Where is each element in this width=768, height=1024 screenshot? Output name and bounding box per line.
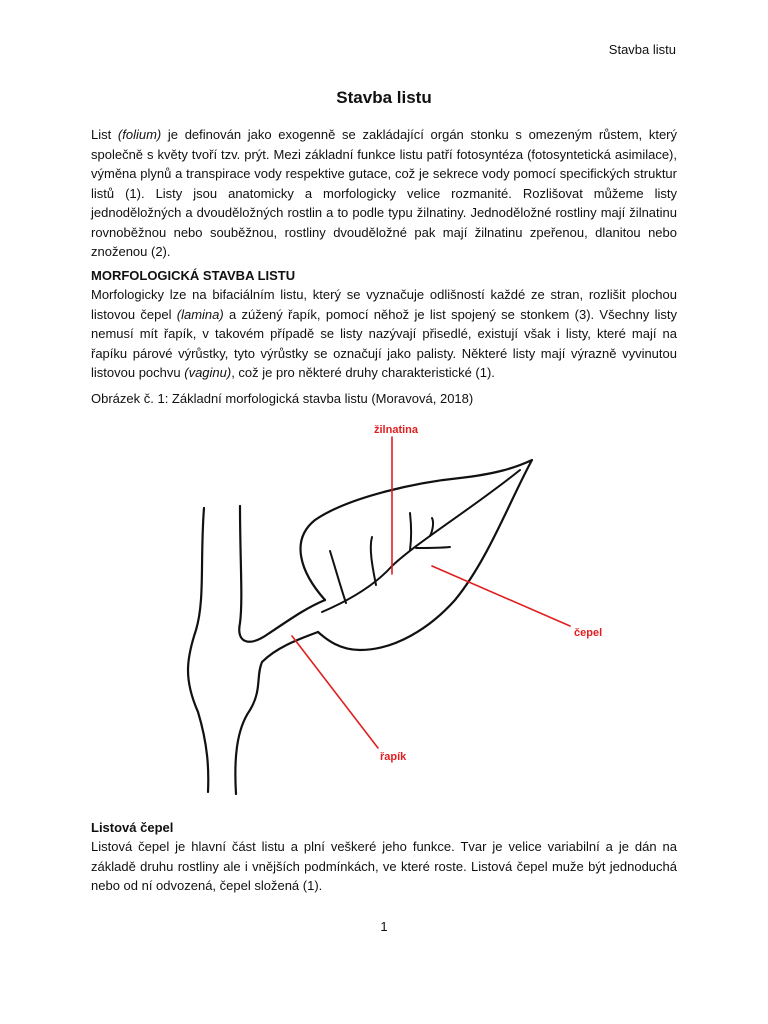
morphology-paragraph [91, 285, 677, 383]
label-rapik: řapík [380, 751, 407, 763]
intro-paragraph [91, 125, 677, 262]
stem-right-upper-outline [239, 506, 325, 642]
stem-right-lower-outline [235, 632, 318, 794]
intro-text-1: List [91, 127, 118, 142]
morph-text-1: Morfologicky lze na bifaciálním listu, který se vyznačuje odlišností každé ze stran, rozlišit plochou listovou čepel [91, 287, 677, 322]
intro-term-folium: (folium) [117, 127, 162, 142]
morph-term-vagina: (vaginu) [184, 365, 232, 380]
running-header: Stavba listu [608, 42, 676, 57]
label-cepel: čepel [574, 627, 603, 639]
morph-text-2: a zúžený řapík, pomocí něhož je list spojený se stonkem (3). Všechny listy nemusí mít řapík, v takovém případě se listy nazývají přisedlé, existují však i listy, které mají na řapíku párové výrůstky, tyto výrůstky se označují jako palisty. Některé listy mají výrazně vyvinutou listovou pochvu [91, 306, 677, 380]
section-heading-listova-cepel: Listová čepel [91, 820, 174, 835]
annotation-line-cepel [432, 566, 570, 626]
page-title: Stavba listu [336, 88, 432, 107]
morph-term-lamina: (lamina) [176, 306, 224, 322]
leaf-vein-3 [410, 513, 411, 550]
label-zilnatina: žilnatina [374, 424, 419, 436]
annotation-line-rapik [292, 636, 378, 748]
leaf-vein-1 [371, 537, 376, 585]
figure-caption: Obrázek č. 1: Základní morfologická stavba listu (Moravová, 2018) [91, 391, 474, 406]
stem-left-outline [188, 508, 208, 792]
leaf-vein-5 [416, 547, 450, 548]
listova-cepel-paragraph: Listová čepel je hlavní část listu a plní veškeré jeho funkce. Tvar je velice variabilní a je dán na základě druhu rostliny ale i vnějších podmínkách, ve které roste. Listová čepel muže být jednoduchá nebo od ní odvozená, čepel složená (1). [91, 839, 677, 893]
page-number: 1 [380, 919, 388, 934]
section-heading-morphology: MORFOLOGICKÁ STAVBA LISTU [91, 268, 296, 283]
morph-text-3: , což je pro některé druhy charakteristické (1). [231, 365, 495, 380]
leaf-vein-2 [330, 551, 346, 603]
leaf-diagram [160, 412, 630, 802]
intro-text-2: je definován jako exogenně se zakládající orgán stonku s omezeným růstem, který společně s květy tvoří tzv. prýt. Mezi základní funkce listu patří fotosyntéza (fotosyntetická asimilace), výměna plynů a transpirace vody respektive gutace, což je sekrece vody pomocí specifických struktur listů (1). Listy jsou anatomicky a morfologicky velice rozmanité. Rozlišovat můžeme listy jednoděložných a dvouděložných rostlin a to podle typu žilnatiny. Jednoděložné rostliny mají žilnatinu rovnoběžnou nebo souběžnou, rostliny dvouděložné pak mají žilnatinu zpeřenou, dlanitou nebo znoženou (2). [91, 127, 678, 259]
